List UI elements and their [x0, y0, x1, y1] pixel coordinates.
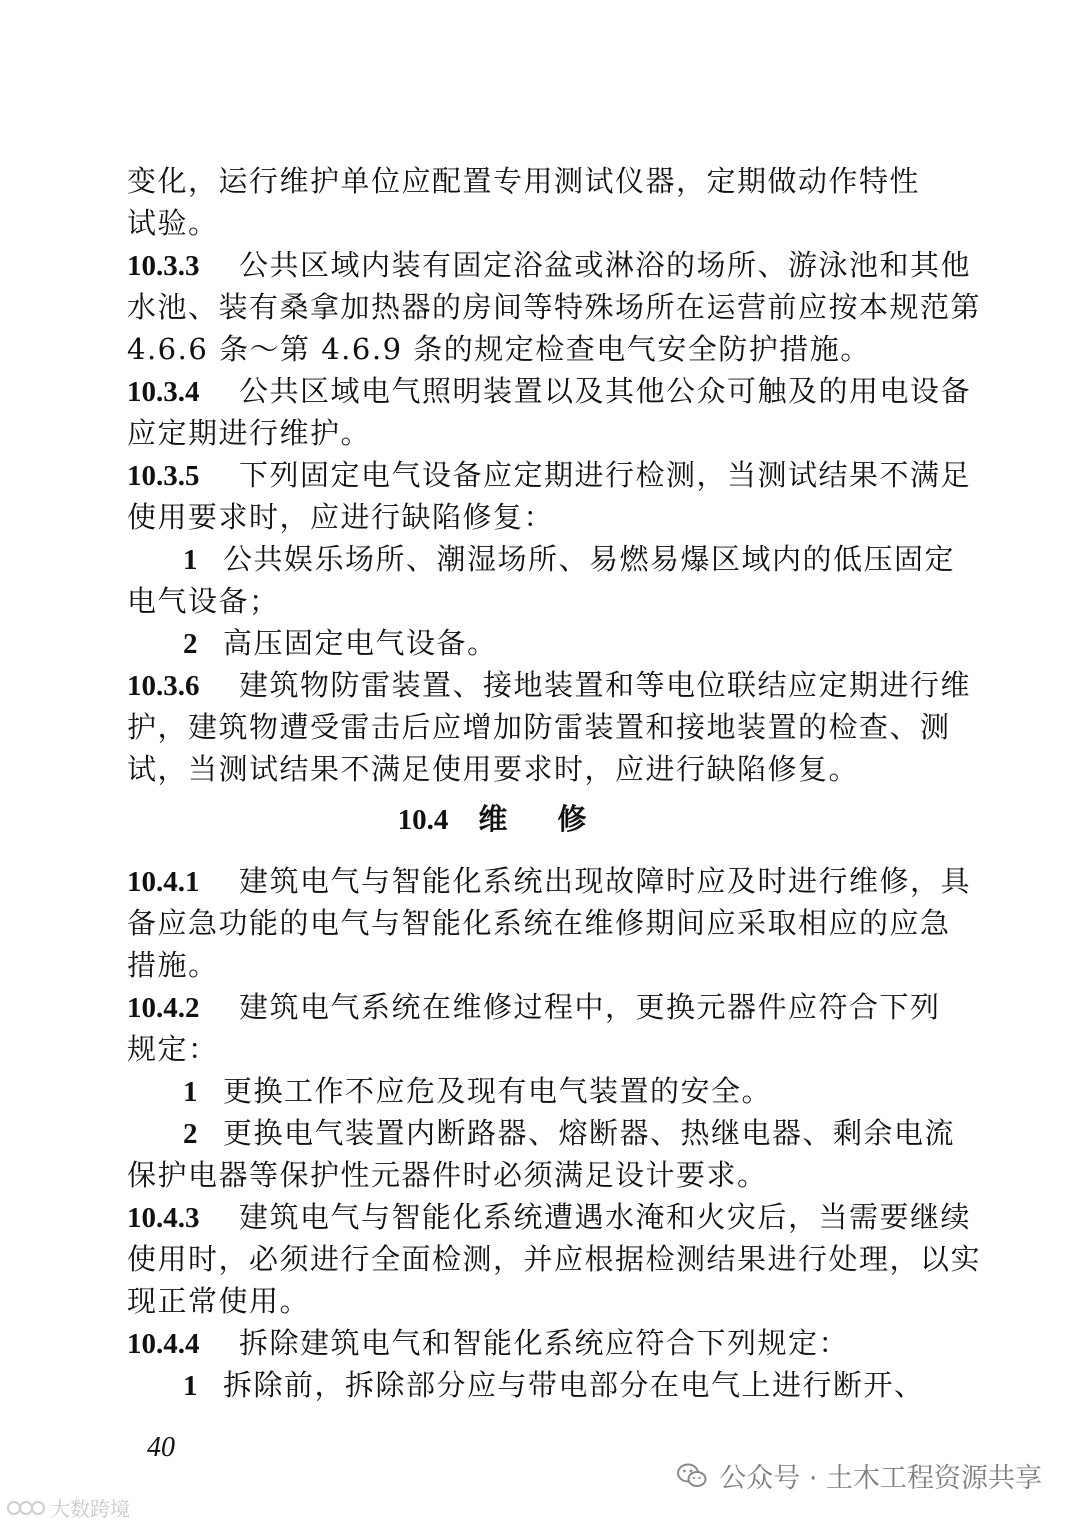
- section-number: 10.4: [397, 804, 449, 836]
- document-body: [127, 160, 982, 1406]
- line-text: 护，建筑物遭受雷击后应增加防雷装置和接地装置的检查、测: [127, 710, 951, 744]
- item-number: 2: [183, 1118, 199, 1150]
- text-line: [127, 580, 907, 622]
- text-line: [127, 986, 941, 1028]
- watermark-text: 公众号 · 土木工程资源共享: [719, 1463, 1042, 1494]
- text-line: [127, 1196, 972, 1238]
- text-line: [127, 412, 907, 454]
- section-10-4-content: [127, 860, 982, 1406]
- line-text: 试，当测试结果不满足使用要求时，应进行缺陷修复。: [127, 752, 860, 786]
- logo-icon: [6, 1498, 46, 1518]
- section-title: 维修: [478, 802, 637, 836]
- corner-watermark: [6, 1493, 130, 1522]
- clause-number: 10.4.4: [127, 1328, 200, 1360]
- text-line: [127, 454, 972, 496]
- text-line: [127, 1238, 982, 1280]
- text-line: [127, 1112, 956, 1154]
- text-line: [127, 328, 907, 370]
- section-10-3-content: [127, 160, 982, 790]
- text-line: [127, 1070, 907, 1112]
- wechat-watermark: [677, 1456, 1042, 1495]
- text-line: [127, 1154, 907, 1196]
- text-line: [127, 1322, 907, 1364]
- text-line: [127, 244, 972, 286]
- section-heading: [127, 798, 907, 840]
- line-text: 应定期进行维护。: [127, 416, 372, 450]
- text-line: [127, 202, 907, 244]
- text-line: [127, 622, 907, 664]
- line-text: 建筑电气与智能化系统遭遇水淹和火灾后，当需要继续: [239, 1200, 972, 1234]
- line-text: 使用时，必须进行全面检测，并应根据检测结果进行处理，以实: [127, 1242, 982, 1276]
- text-line: [127, 1028, 907, 1070]
- text-line: [127, 902, 951, 944]
- clause-number: 10.3.5: [127, 460, 200, 492]
- line-text: 措施。: [127, 948, 219, 982]
- line-text: 使用要求时，应进行缺陷修复：: [127, 500, 555, 534]
- text-line: [127, 706, 951, 748]
- line-text: 变化，运行维护单位应配置专用测试仪器，定期做动作特性: [127, 164, 921, 198]
- line-text: 下列固定电气设备应定期进行检测，当测试结果不满足: [239, 458, 972, 492]
- line-text: 更换工作不应危及现有电气装置的安全。: [223, 1074, 773, 1108]
- clause-number: 10.4.2: [127, 992, 200, 1024]
- line-text: 水池、装有桑拿加热器的房间等特殊场所在运营前应按本规范第: [127, 290, 982, 324]
- wechat-icon: [677, 1463, 707, 1489]
- item-number: 2: [183, 628, 199, 660]
- text-line: [127, 944, 907, 986]
- text-line: [127, 860, 972, 902]
- text-line: [127, 1364, 925, 1406]
- text-line: [127, 664, 972, 706]
- page-number: 40: [147, 1432, 175, 1463]
- clause-number: 10.4.1: [127, 866, 200, 898]
- line-text: 建筑电气系统在维修过程中，更换元器件应符合下列: [239, 990, 941, 1024]
- line-text: 高压固定电气设备。: [223, 626, 498, 660]
- line-text: 规定：: [127, 1032, 219, 1066]
- item-number: 1: [183, 1076, 199, 1108]
- line-text: 拆除前，拆除部分应与带电部分在电气上进行断开、: [223, 1368, 925, 1402]
- text-line: [127, 496, 907, 538]
- text-line: [127, 538, 956, 580]
- line-text: 公共区域电气照明装置以及其他公众可触及的用电设备: [239, 374, 972, 408]
- line-text: 电气设备；: [127, 584, 280, 618]
- clause-number: 10.3.6: [127, 670, 200, 702]
- text-line: [127, 748, 907, 790]
- line-text: 建筑物防雷装置、接地装置和等电位联结应定期进行维: [239, 668, 972, 702]
- line-text: 更换电气装置内断路器、熔断器、热继电器、剩余电流: [223, 1116, 956, 1150]
- item-number: 1: [183, 544, 199, 576]
- corner-watermark-text: 大数跨境: [50, 1497, 130, 1521]
- item-number: 1: [183, 1370, 199, 1402]
- clause-number: 10.4.3: [127, 1202, 200, 1234]
- line-text: 现正常使用。: [127, 1284, 311, 1318]
- text-line: [127, 286, 982, 328]
- text-line: [127, 160, 921, 202]
- text-line: [127, 370, 972, 412]
- line-text: 试验。: [127, 206, 219, 240]
- line-text: 公共娱乐场所、潮湿场所、易燃易爆区域内的低压固定: [223, 542, 956, 576]
- clause-number: 10.3.4: [127, 376, 200, 408]
- line-text: 公共区域内装有固定浴盆或淋浴的场所、游泳池和其他: [239, 248, 972, 282]
- clause-number: 10.3.3: [127, 250, 200, 282]
- line-text: 备应急功能的电气与智能化系统在维修期间应采取相应的应急: [127, 906, 951, 940]
- line-text: 拆除建筑电气和智能化系统应符合下列规定：: [239, 1326, 850, 1360]
- line-text: 保护电器等保护性元器件时必须满足设计要求。: [127, 1158, 768, 1192]
- line-text: 4.6.6 条～第 4.6.9 条的规定检查电气安全防护措施。: [127, 332, 871, 366]
- line-text: 建筑电气与智能化系统出现故障时应及时进行维修，具: [239, 864, 972, 898]
- text-line: [127, 1280, 907, 1322]
